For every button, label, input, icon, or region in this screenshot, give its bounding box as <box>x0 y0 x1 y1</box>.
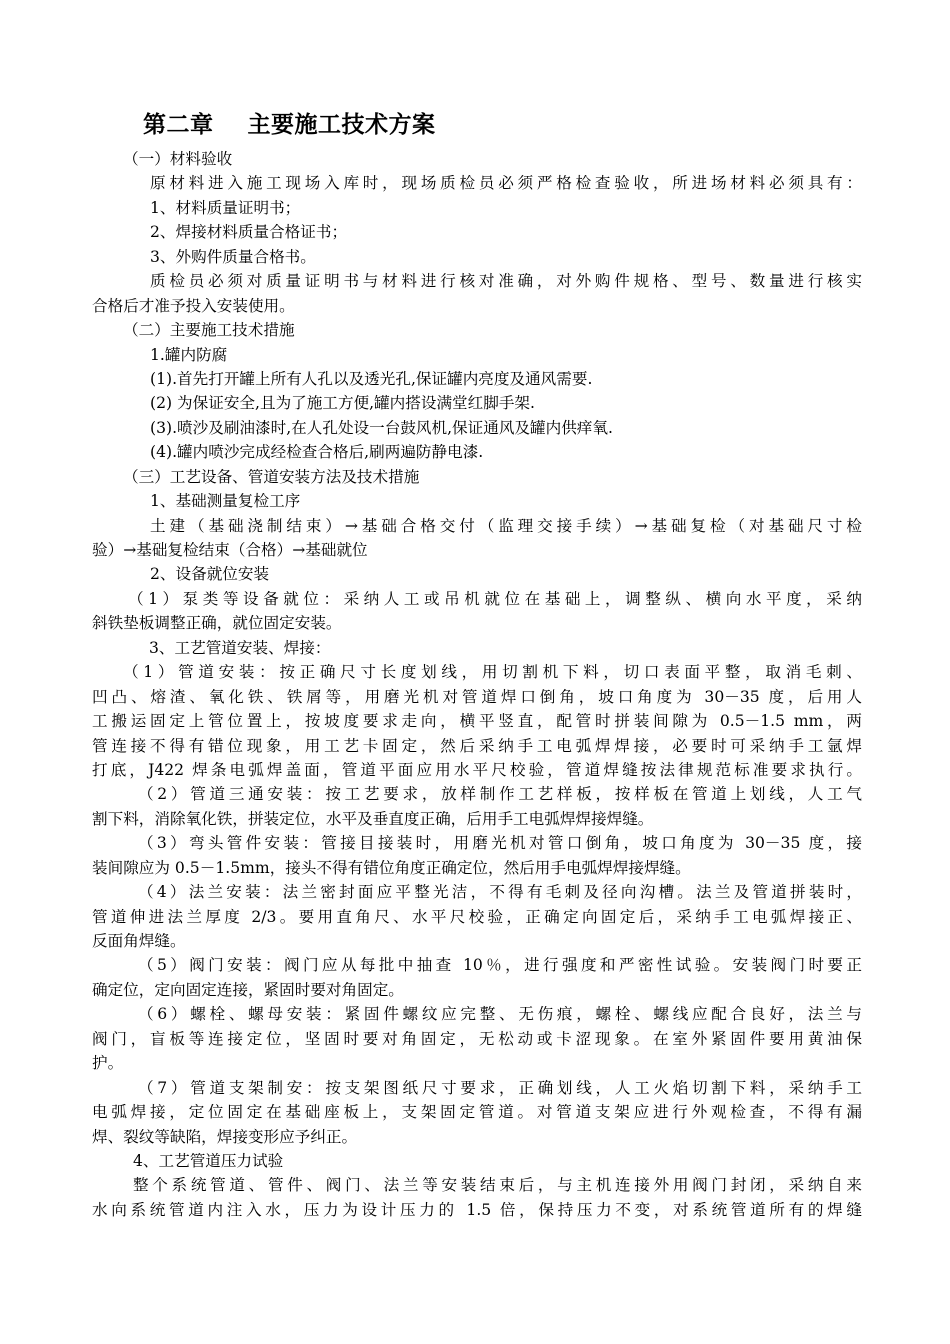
text-line: (1).首先打开罐上所有人孔以及透光孔,保证罐内亮度及通风需要. <box>150 369 593 388</box>
text-line: 质检员必须对质量证明书与材料进行核对准确，对外购件规格、型号、数量进行核实 <box>150 272 862 291</box>
text-line: （1）管道安装：按正确尺寸长度划线，用切割机下料，切口表面平整，取消毛刺、 <box>123 663 862 682</box>
text-line: (3).喷沙及刷油漆时,在人孔处设一台鼓风机,保证通风及罐内供痒氧. <box>150 418 613 437</box>
body-text <box>92 147 862 1222</box>
text-line: （一）材料验收 <box>123 150 233 168</box>
text-line: 凹凸、熔渣、氧化铁、铁屑等，用磨光机对管道焊口倒角，坡口角度为 30－35 度，后用人 <box>92 687 862 706</box>
text-line: 护。 <box>92 1054 124 1073</box>
text-line: （三）工艺设备、管道安装方法及技术措施 <box>123 467 420 486</box>
text-line: 工搬运固定上管位置上，按坡度要求走向，横平竖直，配管时拼装间隙为 0.5－1.5 mm，两 <box>92 712 862 731</box>
text-line: 验）→基础复检结束（合格）→基础就位 <box>92 541 368 559</box>
chapter-title: 第二章 主要施工技术方案 <box>143 112 436 138</box>
text-line: 1.罐内防腐 <box>150 345 228 364</box>
text-line: 阀门，盲板等连接定位，坚固时要对角固定，无松动或卡涩现象。在室外紧固件要用黄油保 <box>92 1029 862 1048</box>
text-line: 土建（基础浇制结束）→基础合格交付（监理交接手续）→基础复检（对基础尺寸检 <box>150 516 862 535</box>
text-line: 打底，J422 焊条电弧焊盖面，管道平面应用水平尺校验，管道焊缝按法律规范标准要求执行。 <box>92 760 862 779</box>
text-line: 装间隙应为 0.5－1.5mm，接头不得有错位角度正确定位，然后用手电弧焊焊接焊缝。 <box>92 858 691 877</box>
text-line: 原材料进入施工现场入库时，现场质检员必须严格检查验收，所进场材料必须具有： <box>150 174 862 193</box>
text-line: 焊、裂纹等缺陷，焊接变形应予纠正。 <box>92 1127 358 1146</box>
text-line: 确定位，定向固定连接，紧固时要对角固定。 <box>92 980 404 999</box>
text-line: 4、工艺管道压力试验 <box>133 1151 284 1170</box>
text-line: 2、焊接材料质量合格证书； <box>150 223 348 242</box>
text-line: (4).罐内喷沙完成经检查合格后,刷两遍防静电漆. <box>150 443 484 462</box>
text-line: 2、设备就位安装 <box>150 565 270 584</box>
text-line: 合格后才准予投入安装使用。 <box>92 296 295 315</box>
text-line: 3、工艺管道安装、焊接： <box>149 638 331 657</box>
text-line: （1）泵类等设备就位：采纳人工或吊机就位在基础上，调整纵、横向水平度，采纳 <box>128 589 862 608</box>
text-line: （6）螺栓、螺母安装：紧固件螺纹应完整、无伤痕，螺栓、螺线应配合良好，法兰与 <box>138 1005 862 1024</box>
text-line: 3、外购件质量合格书。 <box>150 247 316 266</box>
text-line: （4）法兰安装：法兰密封面应平整光洁，不得有毛刺及径向沟槽。法兰及管道拼装时， <box>138 883 862 902</box>
text-line: （7）管道支架制安：按支架图纸尺寸要求，正确划线，人工火焰切割下料，采纳手工 <box>138 1078 862 1097</box>
text-line: （3）弯头管件安装：管接目接装时，用磨光机对管口倒角，坡口角度为 30－35 度，接 <box>138 834 862 853</box>
text-line: 斜铁垫板调整正确，就位固定安装。 <box>92 614 342 633</box>
text-line: 反面角焊缝。 <box>92 932 186 950</box>
text-line: 管道伸进法兰厚度 2/3。要用直角尺、水平尺校验，正确定向固定后，采纳手工电弧焊接正、 <box>92 907 862 926</box>
text-line: (2) 为保证安全,且为了施工方便,罐内搭设满堂红脚手架. <box>150 394 535 413</box>
text-line: （二）主要施工技术措施 <box>123 321 295 340</box>
text-line: （5）阀门安装：阀门应从每批中抽查 10％，进行强度和严密性试验。安装阀门时要正 <box>138 956 862 975</box>
text-line: 管连接不得有错位现象，用工艺卡固定，然后采纳手工电弧焊焊接，必要时可采纳手工氩焊 <box>92 736 862 755</box>
text-line: 电弧焊接，定位固定在基础座板上，支架固定管道。对管道支架应进行外观检查，不得有漏 <box>92 1103 862 1122</box>
text-line: 整个系统管道、管件、阀门、法兰等安装结束后，与主机连接外用阀门封闭，采纳自来 <box>133 1176 862 1195</box>
text-line: 1、材料质量证明书； <box>150 198 301 217</box>
text-line: （2）管道三通安装：按工艺要求，放样制作工艺样板，按样板在管道上划线，人工气 <box>138 785 862 804</box>
text-line: 割下料，消除氧化铁，拼装定位，水平及垂直度正确，后用手工电弧焊焊接焊缝。 <box>92 809 654 828</box>
text-line: 1、基础测量复检工序 <box>150 492 301 511</box>
text-line: 水向系统管道内注入水，压力为设计压力的 1.5 倍，保持压力不变，对系统管道所有的焊缝 <box>92 1200 862 1219</box>
